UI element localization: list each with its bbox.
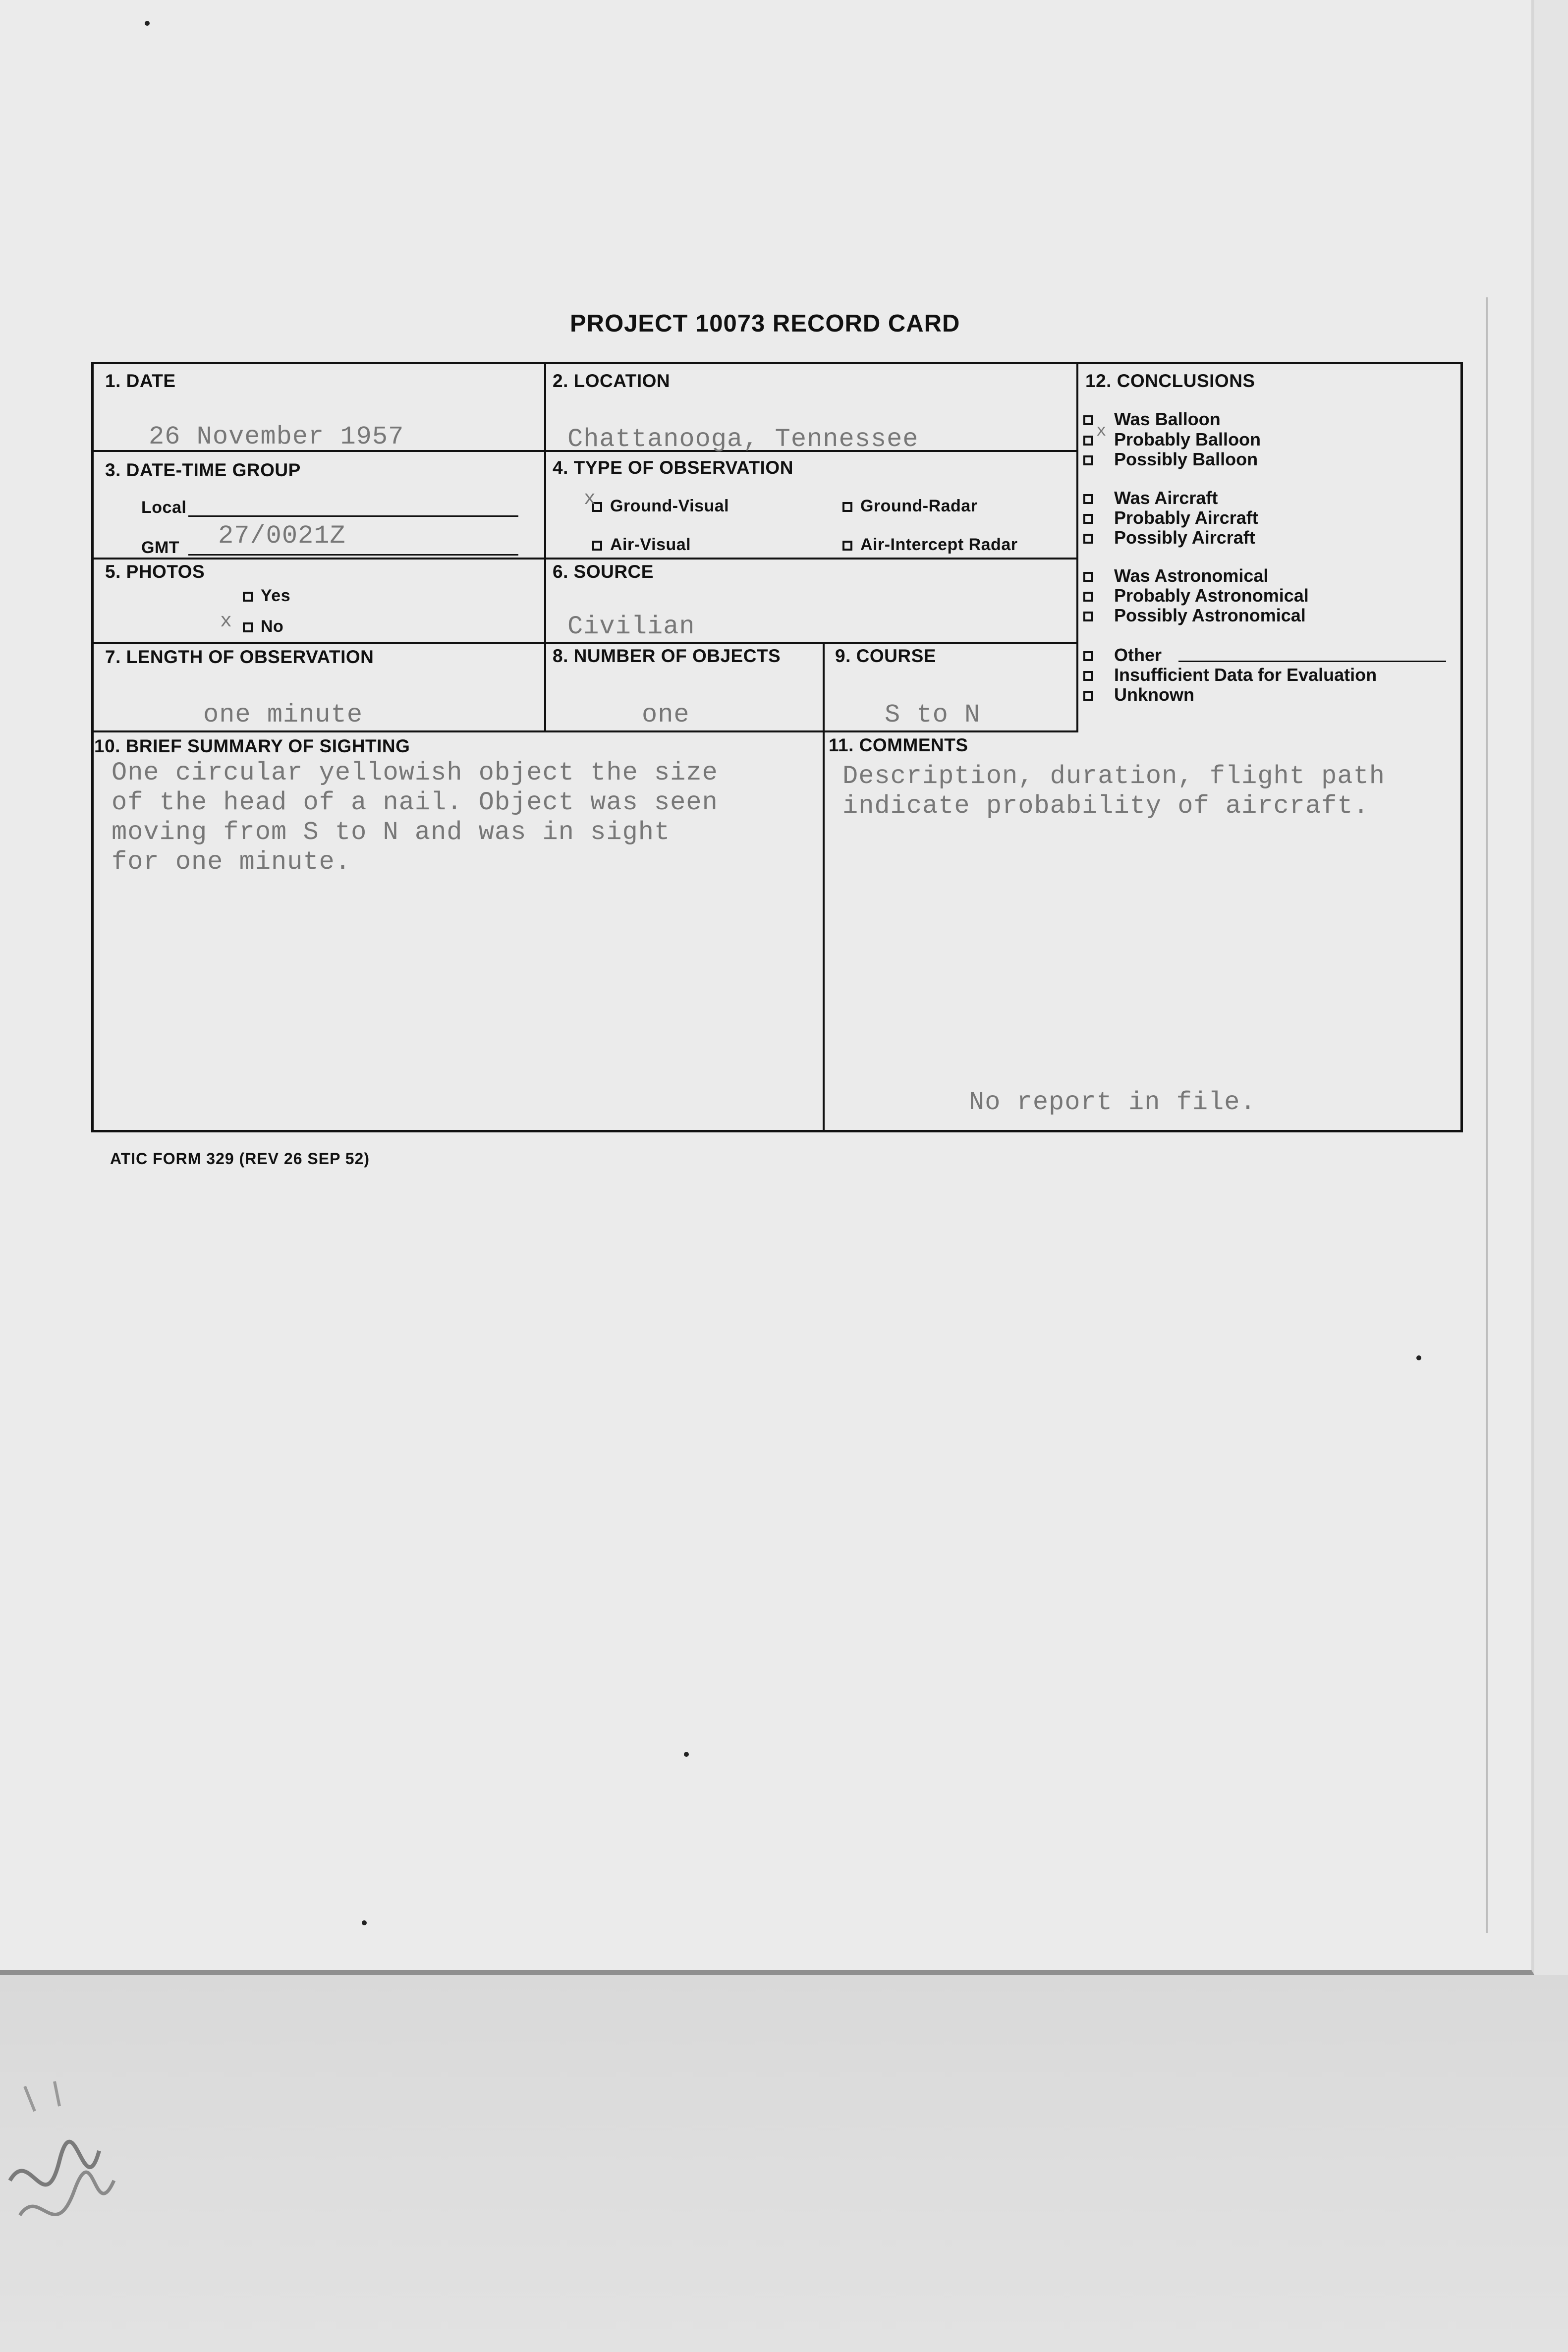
conclusion-checkbox bbox=[1083, 534, 1093, 544]
ground-visual-text: Ground-Visual bbox=[610, 497, 729, 515]
row-divider bbox=[91, 730, 1078, 732]
dtg-label: 3. DATE-TIME GROUP bbox=[105, 460, 301, 480]
summary-line: of the head of a nail. Object was seen bbox=[112, 788, 718, 817]
air-intercept-checkbox bbox=[842, 541, 852, 551]
ground-radar-option bbox=[842, 497, 977, 516]
photos-yes-checkbox bbox=[243, 592, 253, 602]
column-divider bbox=[823, 642, 825, 1132]
conclusion-checkbox bbox=[1083, 494, 1093, 504]
location-value: Chattanooga, Tennessee bbox=[567, 425, 919, 454]
gmt-label: GMT bbox=[141, 538, 180, 557]
form-number: ATIC FORM 329 (REV 26 SEP 52) bbox=[110, 1150, 370, 1168]
source-value: Civilian bbox=[567, 612, 695, 641]
conclusion-checkbox bbox=[1083, 592, 1093, 602]
conclusion-possibly-astronomical bbox=[1083, 605, 1306, 626]
conclusion-text: Probably Balloon bbox=[1114, 429, 1261, 449]
date-label: 1. DATE bbox=[105, 371, 176, 391]
conclusion-text: Unknown bbox=[1114, 684, 1194, 705]
comments-line: Description, duration, flight path bbox=[842, 762, 1385, 791]
column-divider bbox=[1076, 362, 1078, 730]
column-divider bbox=[544, 362, 546, 730]
conclusion-checkbox bbox=[1083, 691, 1093, 701]
length-value: one minute bbox=[203, 700, 363, 729]
ground-radar-checkbox bbox=[842, 502, 852, 512]
conclusion-was-astronomical bbox=[1083, 565, 1268, 586]
comments-line: indicate probability of aircraft. bbox=[842, 791, 1369, 821]
photos-no-checkbox bbox=[243, 622, 253, 632]
photos-label: 5. PHOTOS bbox=[105, 561, 205, 582]
ground-radar-text: Ground-Radar bbox=[860, 497, 978, 515]
length-label: 7. LENGTH OF OBSERVATION bbox=[105, 647, 374, 667]
conclusion-possibly-balloon bbox=[1083, 449, 1258, 470]
conclusion-text: Possibly Aircraft bbox=[1114, 527, 1255, 548]
air-visual-checkbox bbox=[592, 541, 602, 551]
row-divider bbox=[91, 558, 1078, 560]
summary-line: for one minute. bbox=[112, 847, 351, 877]
dust-speck bbox=[145, 21, 150, 26]
course-value: S to N bbox=[885, 700, 981, 729]
summary-line: moving from S to N and was in sight bbox=[112, 818, 671, 847]
observation-type-label: 4. TYPE OF OBSERVATION bbox=[553, 457, 793, 478]
dust-speck bbox=[1416, 1355, 1421, 1360]
conclusion-text: Possibly Balloon bbox=[1114, 449, 1258, 469]
local-underline bbox=[188, 515, 518, 517]
conclusion-text: Insufficient Data for Evaluation bbox=[1114, 665, 1377, 685]
gmt-underline bbox=[188, 554, 518, 556]
date-value: 26 November 1957 bbox=[149, 422, 404, 451]
objects-label: 8. NUMBER OF OBJECTS bbox=[553, 646, 781, 666]
conclusion-checkbox bbox=[1083, 436, 1093, 446]
conclusion-text: Probably Aircraft bbox=[1114, 507, 1258, 528]
air-visual-text: Air-Visual bbox=[610, 535, 691, 554]
handwriting-smudge bbox=[0, 2057, 129, 2265]
conclusion-probably-aircraft bbox=[1083, 507, 1258, 528]
photos-no-text: No bbox=[261, 617, 284, 636]
conclusion-unknown bbox=[1083, 684, 1194, 705]
photos-no-mark: x bbox=[220, 611, 233, 633]
other-underline bbox=[1178, 661, 1446, 662]
conclusion-text: Was Astronomical bbox=[1114, 565, 1269, 586]
sheet-edge bbox=[1486, 297, 1488, 1933]
conclusion-checkbox bbox=[1083, 671, 1093, 681]
card-title: PROJECT 10073 RECORD CARD bbox=[570, 310, 960, 337]
conclusion-possibly-aircraft bbox=[1083, 527, 1255, 548]
local-label: Local bbox=[141, 498, 187, 517]
dust-speck bbox=[362, 1920, 367, 1925]
comments-label: 11. COMMENTS bbox=[829, 735, 968, 755]
air-visual-option bbox=[592, 535, 691, 555]
photos-yes-text: Yes bbox=[261, 586, 291, 605]
conclusion-checkbox bbox=[1083, 612, 1093, 621]
conclusion-text: Possibly Astronomical bbox=[1114, 605, 1306, 625]
conclusion-probably-balloon bbox=[1083, 429, 1261, 450]
ground-visual-mark: x bbox=[584, 488, 597, 510]
summary-line: One circular yellowish object the size bbox=[112, 758, 718, 787]
row-divider bbox=[91, 642, 1078, 644]
conclusion-text: Other bbox=[1114, 645, 1162, 665]
ground-visual-option bbox=[592, 497, 729, 516]
conclusion-checkbox bbox=[1083, 415, 1093, 425]
conclusion-was-aircraft bbox=[1083, 488, 1218, 508]
conclusion-checkbox bbox=[1083, 651, 1093, 661]
course-label: 9. COURSE bbox=[835, 646, 936, 666]
air-intercept-option bbox=[842, 535, 1017, 555]
conclusion-other bbox=[1083, 645, 1162, 666]
conclusion-insufficient-data bbox=[1083, 665, 1377, 685]
probably-balloon-mark: x bbox=[1096, 422, 1107, 441]
dust-speck bbox=[684, 1752, 689, 1757]
location-label: 2. LOCATION bbox=[553, 371, 671, 391]
background-surface bbox=[0, 1975, 1568, 2352]
gmt-value: 27/0021Z bbox=[218, 521, 346, 551]
conclusion-checkbox bbox=[1083, 514, 1093, 524]
conclusion-text: Was Aircraft bbox=[1114, 488, 1218, 508]
conclusion-text: Was Balloon bbox=[1114, 409, 1221, 429]
source-label: 6. SOURCE bbox=[553, 561, 654, 582]
photos-no-option bbox=[243, 617, 283, 636]
conclusion-text: Probably Astronomical bbox=[1114, 585, 1309, 606]
conclusion-probably-astronomical bbox=[1083, 585, 1309, 606]
conclusions-label: 12. CONCLUSIONS bbox=[1085, 371, 1255, 391]
objects-value: one bbox=[642, 700, 690, 729]
comments-note: No report in file. bbox=[969, 1088, 1256, 1117]
air-intercept-text: Air-Intercept Radar bbox=[860, 535, 1018, 554]
conclusion-checkbox bbox=[1083, 455, 1093, 465]
photos-yes-option bbox=[243, 586, 290, 606]
conclusion-checkbox bbox=[1083, 572, 1093, 582]
summary-label: 10. BRIEF SUMMARY OF SIGHTING bbox=[94, 736, 410, 756]
